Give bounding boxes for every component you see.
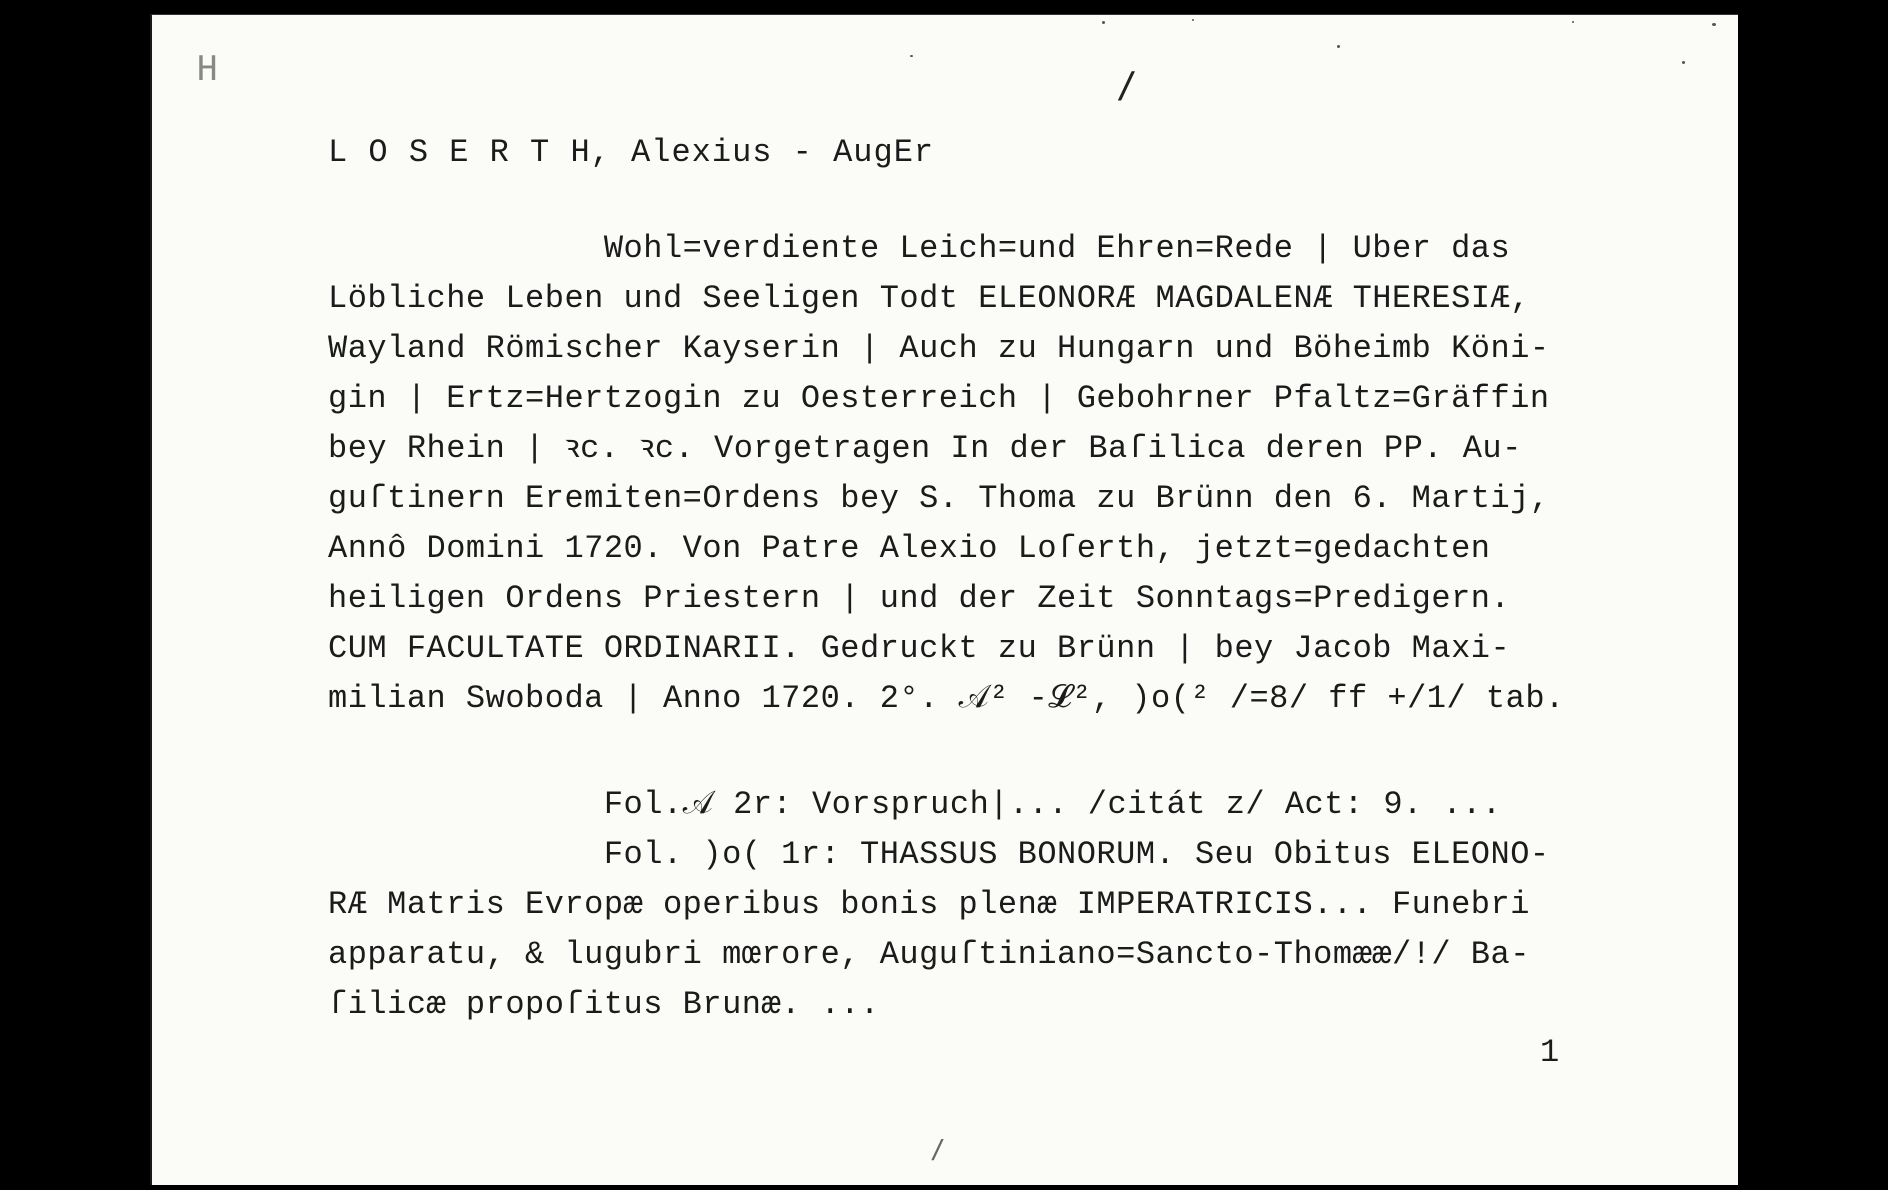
folio-note-line: Fol.𝒜 2r: Vorspruch|... /citát z/ Act: 9. ... [328,786,1502,823]
body-line: gin | Ertz=Hertzogin zu Oesterreich | Gebohrner Pfaltz=Gräffin [328,380,1550,417]
folio-note-line: Fol. )o( 1r: THASSUS BONORUM. Seu Obitus ELEONO- [328,836,1550,873]
body-line: Wayland Römischer Kayserin | Auch zu Hungarn und Böheimb Köni- [328,330,1550,367]
body-line: guſtinern Eremiten=Ordens bey S. Thoma zu Brünn den 6. Martij, [328,480,1550,517]
corner-pencil-mark: H [197,49,218,89]
body-line: bey Rhein | ꝛc. ꝛc. Vorgetragen In der Baſilica deren PP. Au- [328,430,1522,467]
body-line: CUM FACULTATE ORDINARII. Gedruckt zu Brünn | bey Jacob Maxi- [328,630,1511,667]
dust-speck [1192,19,1194,21]
slash-pencil-mark: / [1116,65,1138,106]
entry-heading: L O S E R T H, Alexius - AugEr [328,134,935,171]
folio-note-line: RÆ Matris Evropæ operibus bonis plenæ IMPERATRICIS... Funebri [328,886,1530,923]
folio-note-line: apparatu, & lugubri mœrore, Auguſtiniano=Sancto-Thomææ/!/ Ba- [328,936,1530,973]
folio-note-line: ſilicæ propoſitus Brunæ. ... [328,986,880,1023]
body-line: milian Swoboda | Anno 1720. 2°. 𝒜² -𝓛², )o(² /=8/ ff +/1/ tab. [328,680,1565,717]
dust-speck [910,55,913,57]
dust-speck [1712,23,1716,26]
body-line: Wohl=verdiente Leich=und Ehren=Rede | Uber das [328,230,1511,267]
body-line: Löbliche Leben und Seeligen Todt ELEONORÆ MAGDALENÆ THERESIÆ, [328,280,1530,317]
page-number: 1 [1540,1034,1560,1071]
bottom-pencil-mark: / [930,1135,946,1165]
dust-speck [1102,21,1105,24]
body-line: Annô Domini 1720. Von Patre Alexio Loſerth, jetzt=gedachten [328,530,1491,567]
body-line: heiligen Ordens Priestern | und der Zeit Sonntags=Predigern. [328,580,1511,617]
dust-speck [1682,61,1685,64]
dust-speck [1337,45,1340,48]
dust-speck [1572,21,1574,23]
catalog-card [150,14,1738,1185]
